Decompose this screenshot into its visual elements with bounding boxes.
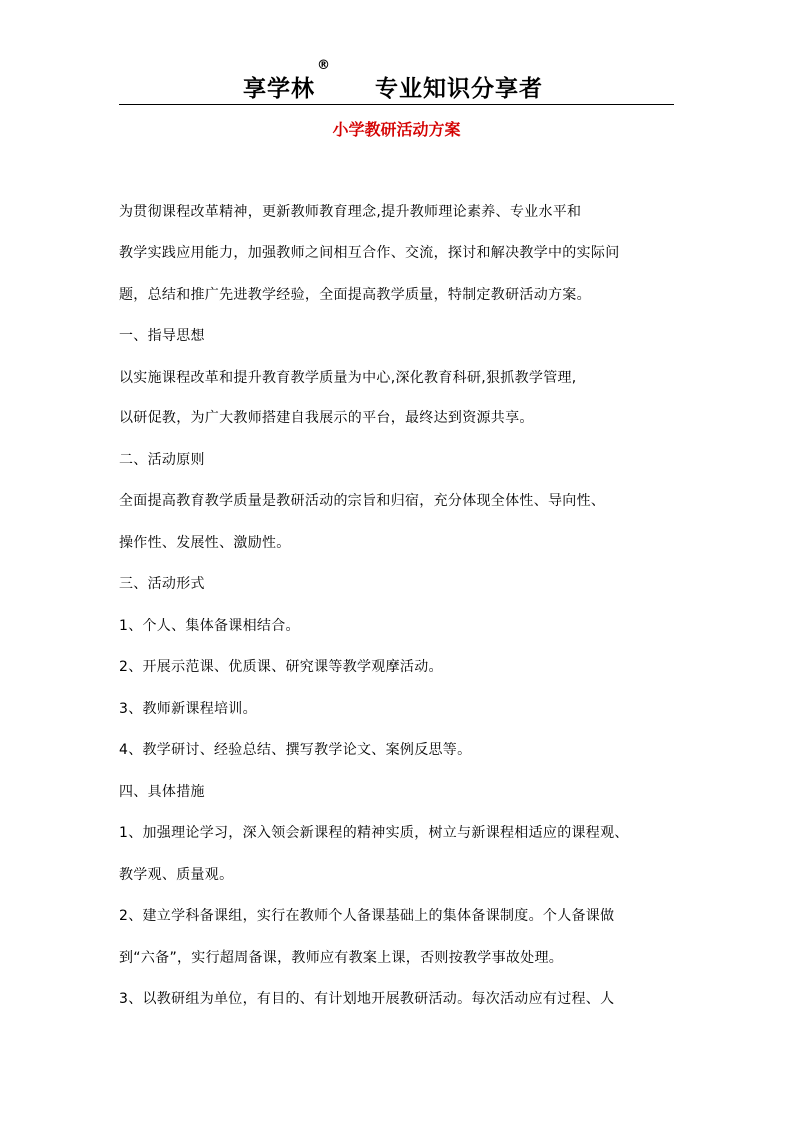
section-heading: 四、具体措施 — [119, 784, 205, 800]
body-line: 到“六备”，实行超周备课，教师应有教案上课，否则按教学事故处理。 — [119, 950, 564, 966]
body-line: 教学观、质量观。 — [119, 867, 234, 883]
brand-name: 享学林 — [243, 76, 315, 102]
registered-mark: ® — [317, 58, 330, 73]
body-line: 全面提高教育教学质量是教研活动的宗旨和归宿，充分体现全体性、导向性、 — [119, 493, 606, 509]
body-line: 以研促教，为广大教师搭建自我展示的平台，最终达到资源共享。 — [119, 410, 534, 426]
section-heading: 一、指导思想 — [119, 328, 205, 344]
body-line: 题，总结和推广先进教学经验，全面提高教学质量，特制定教研活动方案。 — [119, 287, 591, 303]
section-heading: 三、活动形式 — [119, 576, 205, 592]
list-item: 3、以教研组为单位，有目的、有计划地开展教研活动。每次活动应有过程、人 — [119, 991, 615, 1007]
list-item: 1、加强理论学习，深入领会新课程的精神实质，树立与新课程相适应的课程观、 — [119, 825, 629, 841]
body-line: 为贯彻课程改革精神，更新教师教育理念,提升教师理论素养、专业水平和 — [119, 204, 582, 220]
body-line: 教学实践应用能力，加强教师之间相互合作、交流，探讨和解决教学中的实际问 — [119, 245, 620, 261]
page-header — [119, 58, 674, 105]
list-item: 1、个人、集体备课相结合。 — [119, 618, 300, 634]
body-line: 操作性、发展性、激励性。 — [119, 535, 291, 551]
body-line: 以实施课程改革和提升教育教学质量为中心,深化教育科研,狠抓教学管理, — [119, 370, 577, 386]
list-item: 3、教师新课程培训。 — [119, 701, 257, 717]
list-item: 4、教学研讨、经验总结、撰写教学论文、案例反思等。 — [119, 742, 472, 758]
brand-tagline: 专业知识分享者 — [375, 76, 543, 102]
section-heading: 二、活动原则 — [119, 452, 205, 468]
list-item: 2、建立学科备课组，实行在教师个人备课基础上的集体备课制度。个人备课做 — [119, 908, 615, 924]
document-title: 小学教研活动方案 — [332, 120, 461, 139]
list-item: 2、开展示范课、优质课、研究课等教学观摩活动。 — [119, 659, 443, 675]
